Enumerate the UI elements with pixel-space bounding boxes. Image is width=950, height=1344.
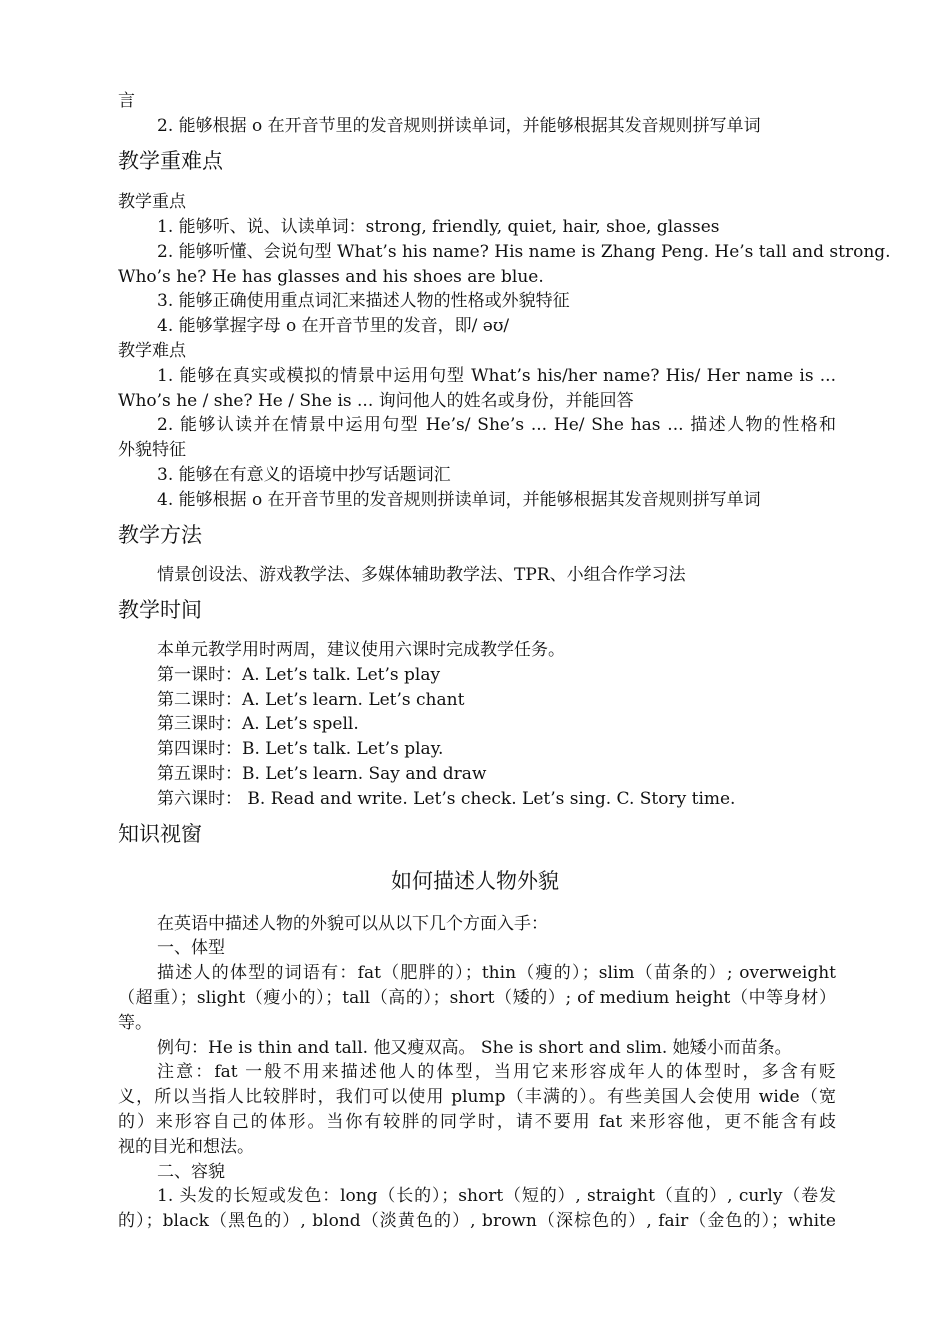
schedule-line: 第六课时： B. Read and write. Let’s check. Let’s sing. C. Story time. — [157, 789, 736, 809]
section-heading: 知识视窗 — [118, 822, 202, 846]
text-line: 例句：He is thin and tall. 他又瘦双高。 She is short and slim. 她矮小而苗条。 — [157, 1038, 792, 1058]
schedule-line: 第二课时：A. Let’s learn. Let’s chant — [157, 690, 465, 710]
schedule-line: 第五课时：B. Let’s learn. Say and draw — [157, 764, 487, 784]
text-line: 3. 能够正确使用重点词汇来描述人物的性格或外貌特征 — [157, 291, 570, 311]
text-line: 二、容貌 — [157, 1162, 225, 1182]
text-line: 1. 能够听、说、认读单词：strong, friendly, quiet, hair, shoe, glasses — [157, 217, 720, 237]
article-title: 如何描述人物外貌 — [391, 869, 559, 893]
text-line: 言 — [118, 91, 135, 111]
text-line: 4. 能够掌握字母 o 在开音节里的发音，即/ əʊ/ — [157, 316, 510, 336]
text-line: 2. 能够根据 o 在开音节里的发音规则拼读单词，并能够根据其发音规则拼写单词 — [157, 116, 761, 136]
text-line: 义，所以当指人比较胖时，我们可以使用 plump（丰满的）。有些美国人会使用 wide（宽 — [118, 1087, 836, 1107]
text-line: （超重）；slight（瘦小的）；tall（高的）；short（矮的）; of medium height（中等身材） — [118, 988, 836, 1008]
schedule-line: 第四课时：B. Let’s talk. Let’s play. — [157, 739, 444, 759]
section-heading: 教学重难点 — [118, 149, 223, 173]
text-line: 1. 头发的长短或发色：long（长的）；short（短的）, straight（直的）, curly（卷发 — [157, 1186, 836, 1206]
schedule-line: 第三课时：A. Let’s spell. — [157, 714, 359, 734]
schedule-line: 第一课时：A. Let’s talk. Let’s play — [157, 665, 441, 685]
text-line: 一、体型 — [157, 938, 225, 958]
text-line: Who’s he / she? He / She is ... 询问他人的姓名或身份，并能回答 — [118, 391, 634, 411]
text-line: 2. 能够听懂、会说句型 What’s his name? His name is Zhang Peng. He’s tall and strong. — [157, 242, 891, 262]
text-line: 视的目光和想法。 — [118, 1137, 254, 1157]
text-line: 的）；black（黑色的）, blond（淡黄色的）, brown（深棕色的）, fair（金色的）；white — [118, 1211, 836, 1231]
text-line: 4. 能够根据 o 在开音节里的发音规则拼读单词，并能够根据其发音规则拼写单词 — [157, 490, 761, 510]
section-heading: 教学时间 — [118, 598, 202, 622]
text-line: 本单元教学用时两周，建议使用六课时完成教学任务。 — [157, 640, 565, 660]
text-line: 1. 能够在真实或模拟的情景中运用句型 What’s his/her name? His/ Her name is ... — [157, 366, 836, 386]
text-line: 等。 — [118, 1013, 152, 1033]
text-line: Who’s he? He has glasses and his shoes are blue. — [118, 267, 544, 287]
text-line: 在英语中描述人物的外貌可以从以下几个方面入手： — [157, 914, 548, 934]
subsection-heading: 教学重点 — [118, 192, 186, 212]
text-line: 的）来形容自己的体形。当你有较胖的同学时，请不要用 fat 来形容他，更不能含有歧 — [118, 1112, 836, 1132]
text-line: 注意：fat 一般不用来描述他人的体型，当用它来形容成年人的体型时，多含有贬 — [157, 1062, 836, 1082]
text-line: 外貌特征 — [118, 440, 186, 460]
text-line: 描述人的体型的词语有：fat（肥胖的）；thin（瘦的）；slim（苗条的）; overweight — [157, 963, 836, 983]
text-line: 3. 能够在有意义的语境中抄写话题词汇 — [157, 465, 451, 485]
subsection-heading: 教学难点 — [118, 341, 186, 361]
section-heading: 教学方法 — [118, 523, 202, 547]
text-line: 情景创设法、游戏教学法、多媒体辅助教学法、TPR、小组合作学习法 — [157, 565, 686, 585]
text-line: 2. 能够认读并在情景中运用句型 He’s/ She’s ... He/ She has ... 描述人物的性格和 — [157, 415, 836, 435]
